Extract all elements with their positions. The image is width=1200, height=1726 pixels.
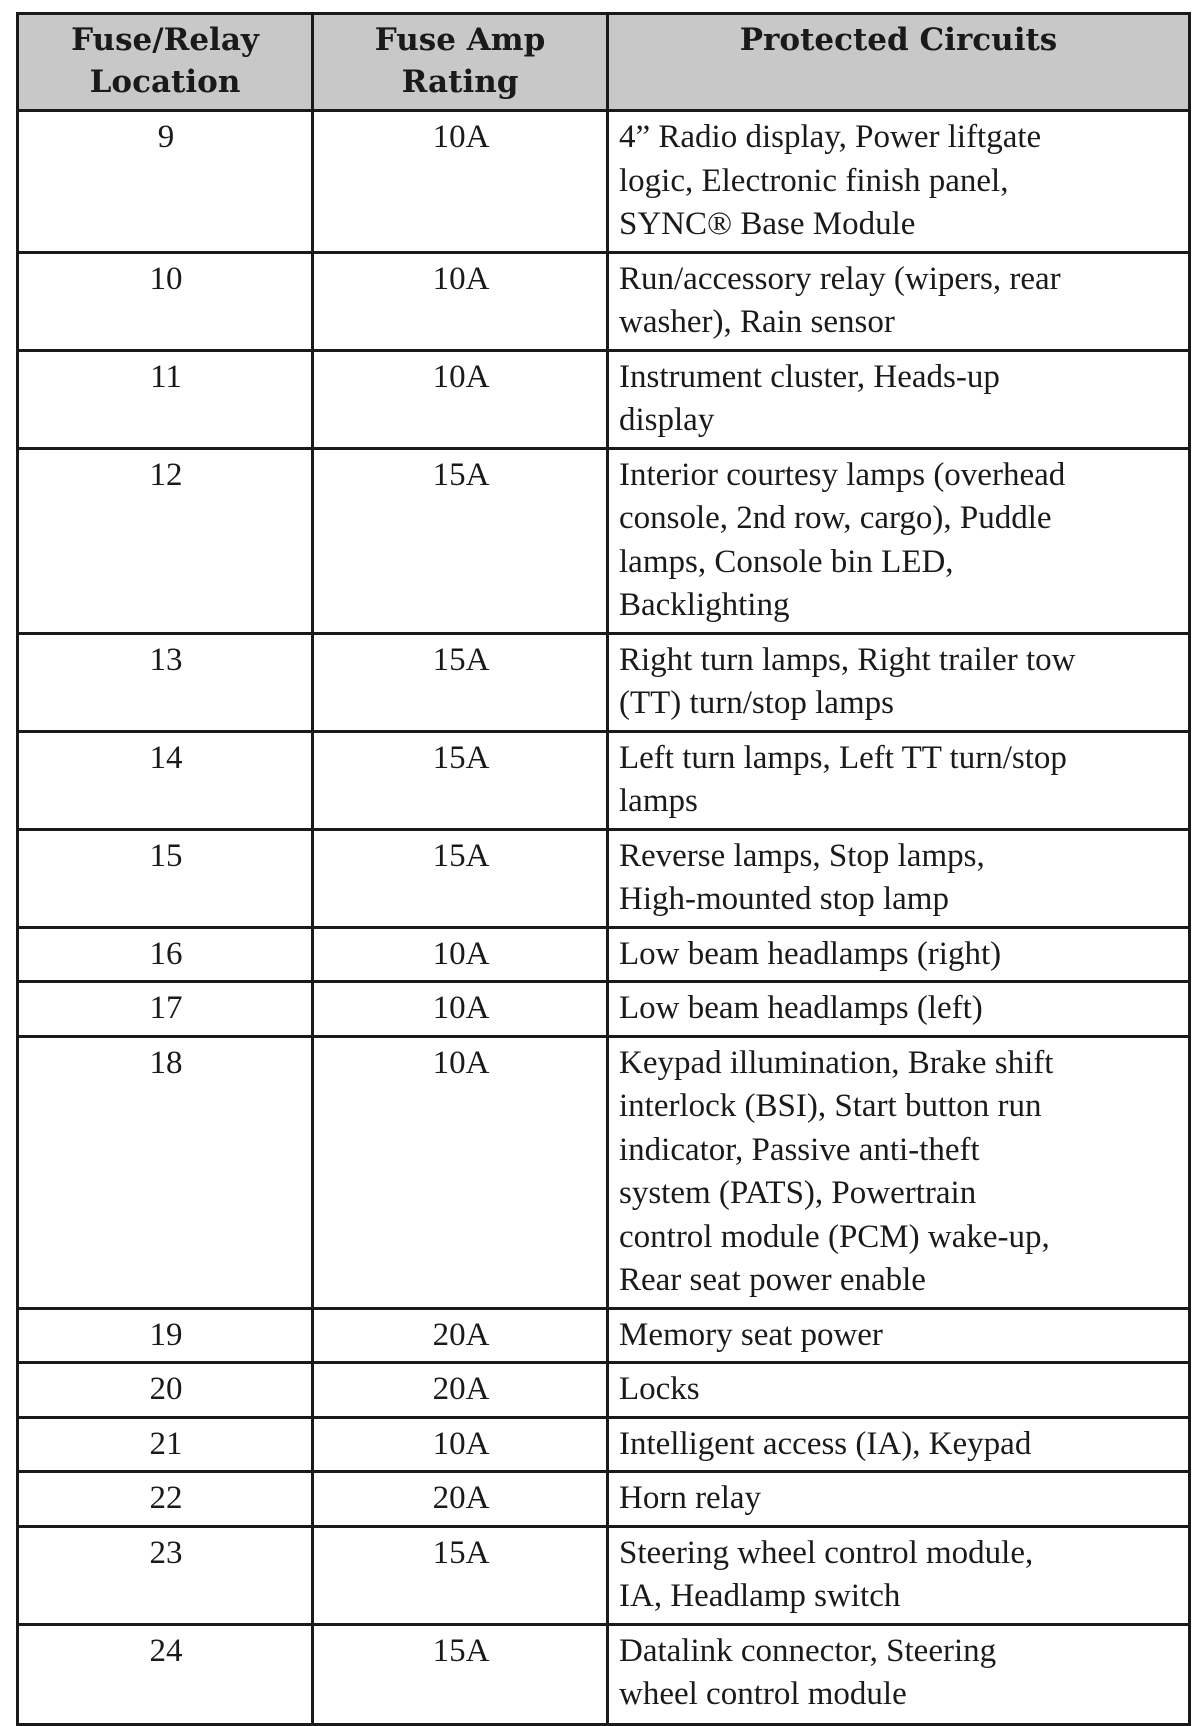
fuse-amp-cell: 15A (313, 1624, 608, 1724)
fuse-amp-cell: 15A (313, 1526, 608, 1624)
header-amp-rating (313, 14, 608, 111)
fuse-amp-cell: 15A (313, 448, 608, 633)
protected-circuits-text: Memory seat power (619, 1316, 883, 1353)
protected-circuits-cell (608, 982, 1190, 1037)
fuse-amp-cell: 20A (313, 1363, 608, 1418)
header-row (18, 14, 1190, 111)
fuse-amp-cell: 15A (313, 633, 608, 731)
table-row (18, 448, 1190, 633)
fuse-location-cell: 13 (18, 633, 313, 731)
table-header (18, 14, 1190, 111)
table-body (18, 111, 1190, 1725)
fuse-amp-cell: 10A (313, 1036, 608, 1308)
fuse-amp-cell: 10A (313, 252, 608, 350)
fuse-amp-cell: 20A (313, 1308, 608, 1363)
header-location-label: Fuse/Relay Location (71, 22, 259, 100)
header-circuits-label: Protected Circuits (739, 22, 1058, 58)
protected-circuits-text: Locks (619, 1371, 700, 1407)
fuse-location-cell: 14 (18, 731, 313, 829)
protected-circuits-cell (608, 1526, 1190, 1624)
fuse-location-cell: 18 (18, 1036, 313, 1308)
fuse-amp-cell: 10A (313, 1417, 608, 1472)
protected-circuits-cell (608, 633, 1190, 731)
table-row (18, 927, 1190, 982)
table-row (18, 350, 1190, 448)
protected-circuits-cell (608, 111, 1190, 253)
protected-circuits-cell (608, 1308, 1190, 1363)
protected-circuits-text: Low beam headlamps (left) (619, 990, 983, 1026)
fuse-location-cell: 24 (18, 1624, 313, 1724)
protected-circuits-cell (608, 1363, 1190, 1418)
table-row (18, 1036, 1190, 1308)
table-row (18, 1472, 1190, 1527)
fuse-amp-cell: 20A (313, 1472, 608, 1527)
header-amp-label: Fuse Amp Rating (374, 22, 546, 100)
protected-circuits-cell (608, 350, 1190, 448)
fuse-amp-cell: 10A (313, 982, 608, 1037)
fuse-location-cell: 9 (18, 111, 313, 253)
table-row (18, 1526, 1190, 1624)
fuse-amp-cell: 10A (313, 927, 608, 982)
fuse-location-cell: 12 (18, 448, 313, 633)
protected-circuits-text: Instrument cluster, Heads-up display (619, 358, 1000, 438)
fuse-location-cell: 11 (18, 350, 313, 448)
table-row (18, 111, 1190, 253)
protected-circuits-text: Run/accessory relay (wipers, rear washer), Rain sensor (619, 260, 1061, 340)
fuse-location-cell: 10 (18, 252, 313, 350)
protected-circuits-cell (608, 1624, 1190, 1724)
protected-circuits-text: Left turn lamps, Left TT turn/stop lamps (619, 739, 1067, 819)
protected-circuits-cell (608, 448, 1190, 633)
protected-circuits-text: Datalink connector, Steering wheel control module (619, 1632, 997, 1712)
protected-circuits-cell (608, 927, 1190, 982)
fuse-table (16, 12, 1191, 1726)
table-row (18, 1417, 1190, 1472)
protected-circuits-cell (608, 829, 1190, 927)
protected-circuits-text: Interior courtesy lamps (overhead console, 2nd row, cargo), Puddle lamps, Console bin LED, Backlighting (619, 456, 1066, 623)
fuse-location-cell: 20 (18, 1363, 313, 1418)
fuse-location-cell: 17 (18, 982, 313, 1037)
protected-circuits-text: Horn relay (619, 1480, 762, 1516)
fuse-amp-cell: 15A (313, 731, 608, 829)
protected-circuits-text: Intelligent access (IA), Keypad (619, 1425, 1032, 1462)
protected-circuits-text: Keypad illumination, Brake shift interlock (BSI), Start button run indicator, Passive anti-theft system (PATS), Powertrain control module (PCM) wake-up, Rear seat power enable (619, 1044, 1054, 1298)
protected-circuits-cell (608, 731, 1190, 829)
fuse-amp-cell: 10A (313, 350, 608, 448)
table-row (18, 1308, 1190, 1363)
table-row (18, 252, 1190, 350)
protected-circuits-text: Steering wheel control module, IA, Headlamp switch (619, 1534, 1034, 1614)
fuse-location-cell: 23 (18, 1526, 313, 1624)
protected-circuits-cell (608, 1472, 1190, 1527)
table-row (18, 731, 1190, 829)
table-row (18, 982, 1190, 1037)
protected-circuits-cell (608, 1036, 1190, 1308)
table-row (18, 1363, 1190, 1418)
table-row (18, 633, 1190, 731)
protected-circuits-cell (608, 1417, 1190, 1472)
protected-circuits-text: Right turn lamps, Right trailer tow (TT) turn/stop lamps (619, 641, 1076, 721)
fuse-location-cell: 15 (18, 829, 313, 927)
table-row (18, 1624, 1190, 1724)
protected-circuits-text: Low beam headlamps (right) (619, 935, 1002, 972)
table-row (18, 829, 1190, 927)
fuse-location-cell: 16 (18, 927, 313, 982)
fuse-location-cell: 19 (18, 1308, 313, 1363)
fuse-location-cell: 21 (18, 1417, 313, 1472)
protected-circuits-cell (608, 252, 1190, 350)
header-protected-circuits (608, 14, 1190, 111)
header-location (18, 14, 313, 111)
protected-circuits-text: 4” Radio display, Power liftgate logic, Electronic finish panel, SYNC® Base Module (619, 119, 1042, 242)
fuse-amp-cell: 10A (313, 111, 608, 253)
protected-circuits-text: Reverse lamps, Stop lamps, High-mounted stop lamp (619, 837, 985, 917)
fuse-location-cell: 22 (18, 1472, 313, 1527)
fuse-amp-cell: 15A (313, 829, 608, 927)
